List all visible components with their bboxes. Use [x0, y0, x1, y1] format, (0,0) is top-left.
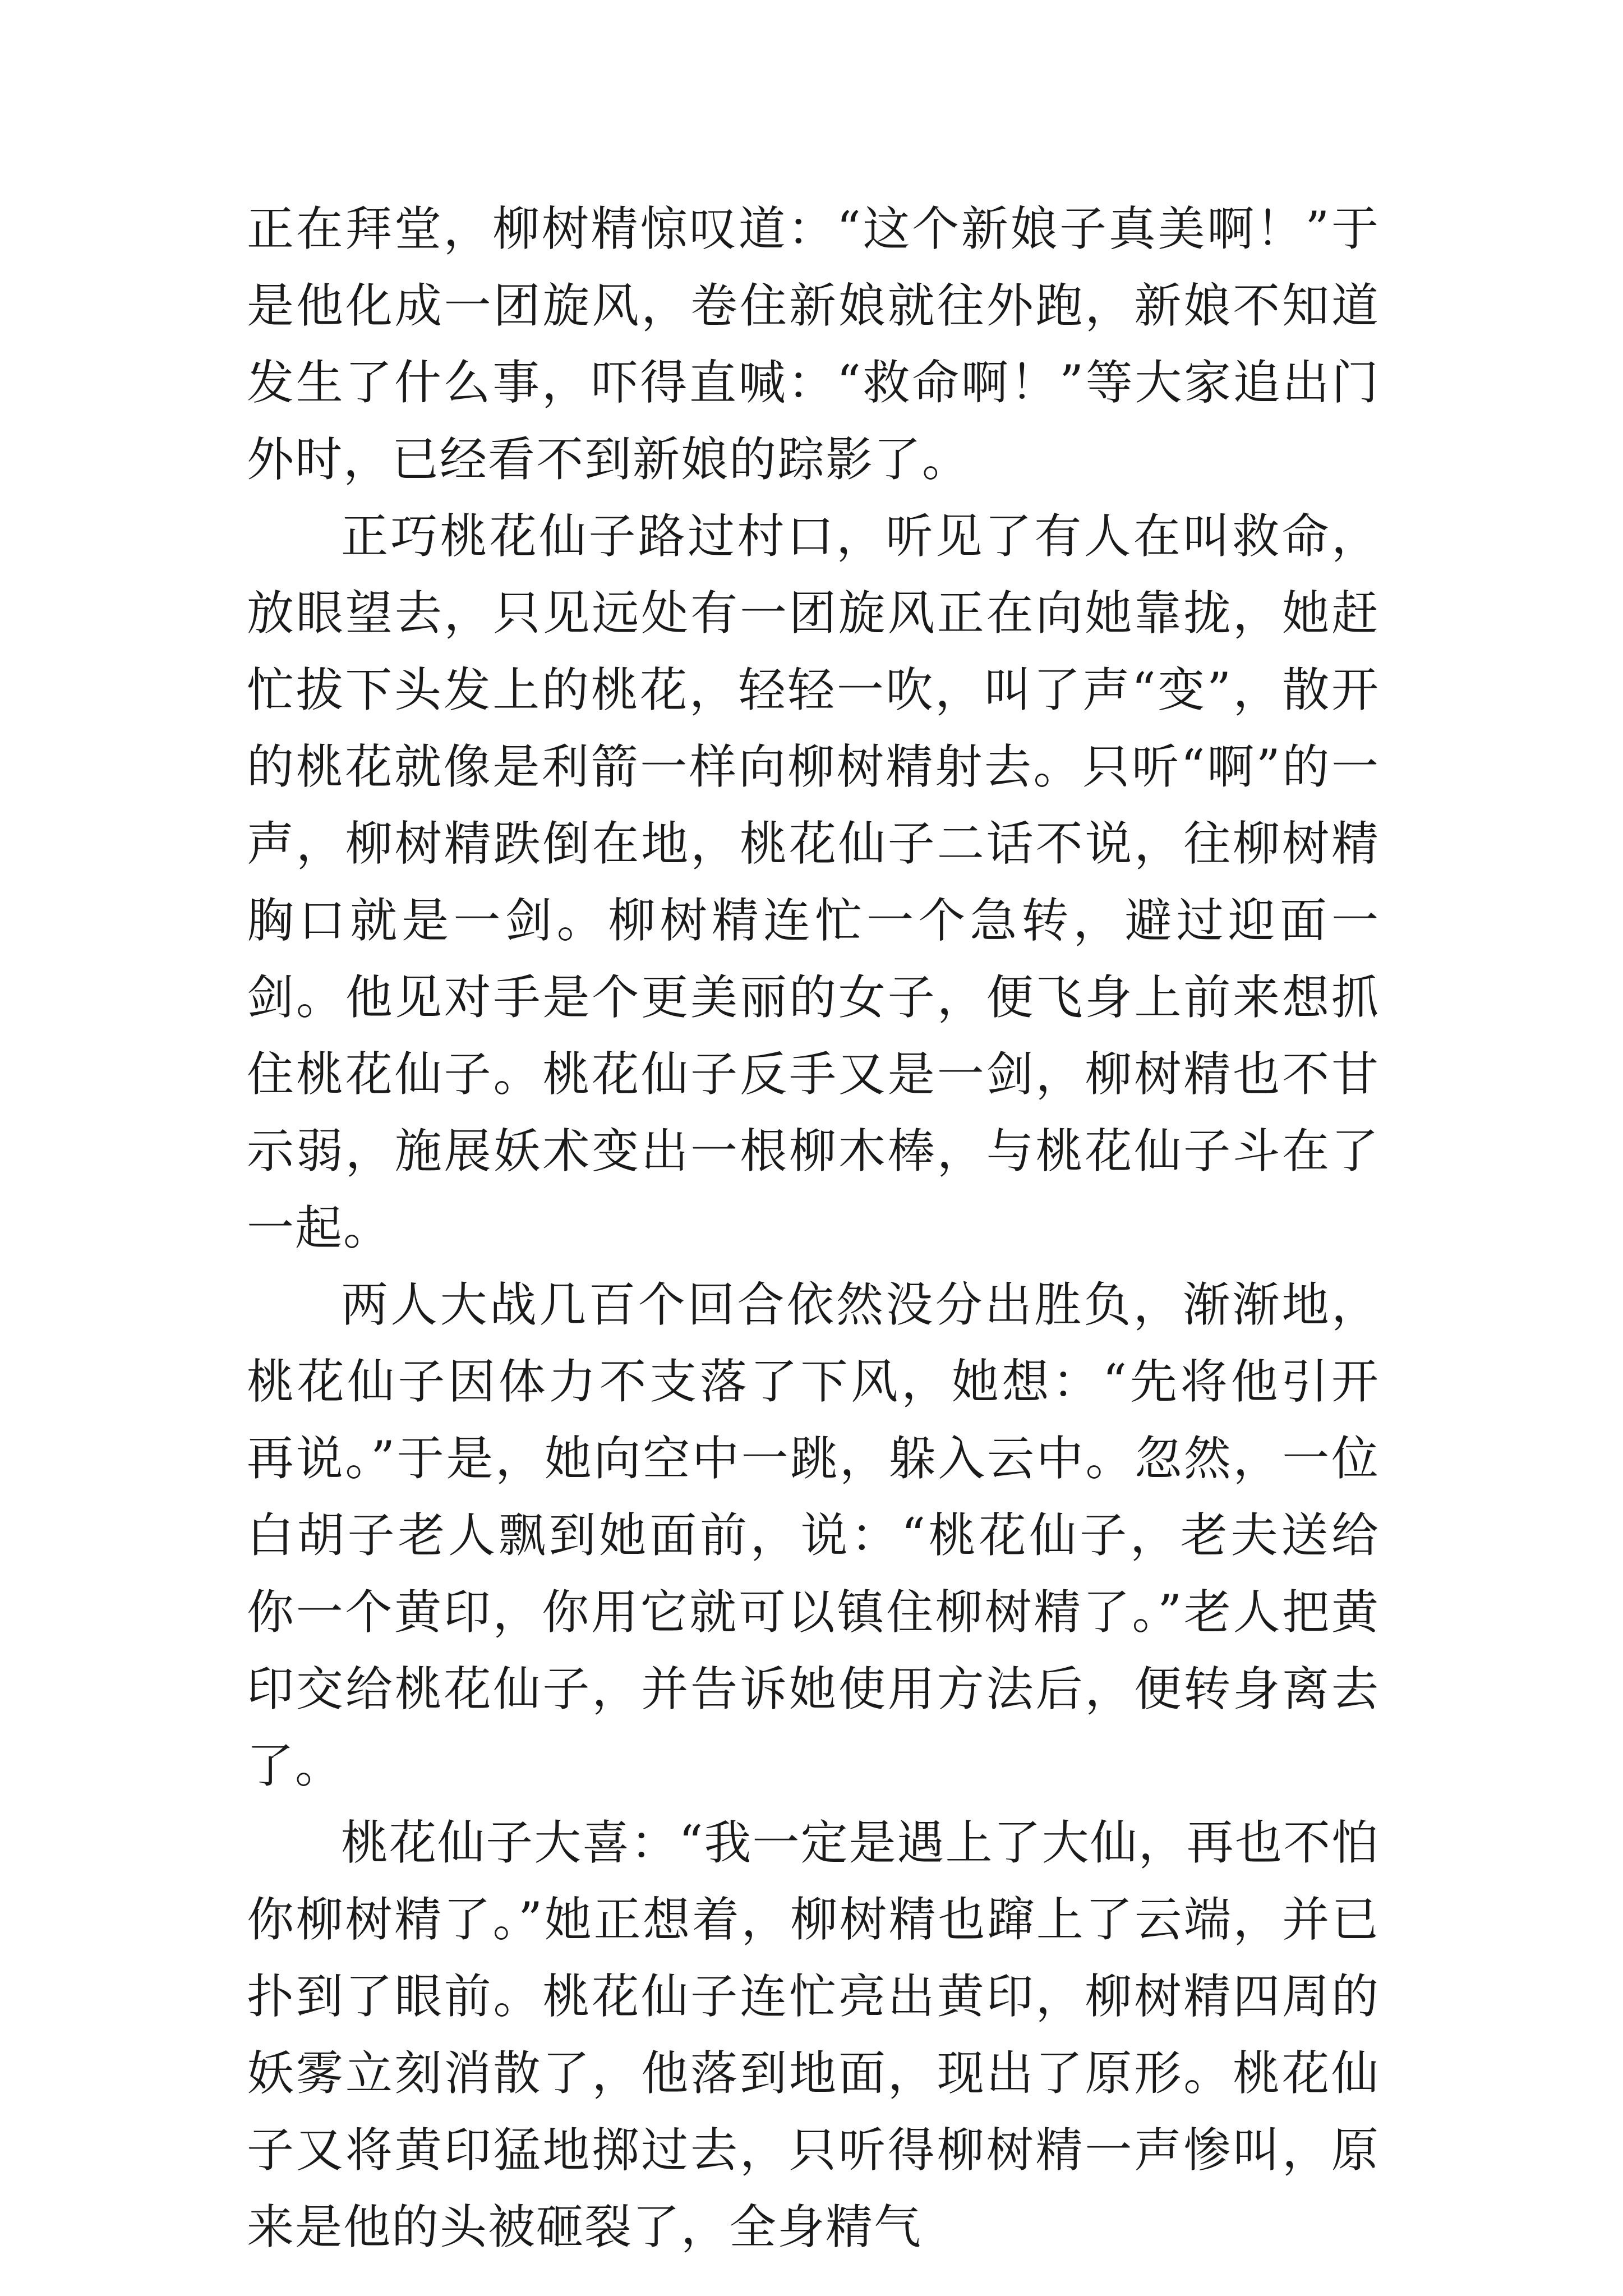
- paragraph-2: 正巧桃花仙子路过村口，听见了有人在叫救命，放眼望去，只见远处有一团旋风正在向她靠拢，她赶忙拔下头发上的桃花，轻轻一吹，叫了声“变”，散开的桃花就像是利箭一样向柳树精射去。只听“啊”的一声，柳树精跌倒在地，桃花仙子二话不说，往柳树精胸口就是一剑。柳树精连忙一个急转，避过迎面一剑。他见对手是个更美丽的女子，便飞身上前来想抓住桃花仙子。桃花仙子反手又是一剑，柳树精也不甘示弱，施展妖术变出一根柳木棒，与桃花仙子斗在了一起。: [247, 509, 1380, 1255]
- paragraph-3: 两人大战几百个回合依然没分出胜负，渐渐地，桃花仙子因体力不支落了下风，她想：“先将他引开再说。”于是，她向空中一跳，躲入云中。忽然，一位白胡子老人飘到她面前，说：“桃花仙子，老夫送给你一个黄印，你用它就可以镇住柳树精了。”老人把黄印交给桃花仙子，并告诉她使用方法后，便转身离去了。: [247, 1277, 1380, 1793]
- paragraph-4: 桃花仙子大喜：“我一定是遇上了大仙，再也不怕你柳树精了。”她正想着，柳树精也蹿上了云端，并已扑到了眼前。桃花仙子连忙亮出黄印，柳树精四周的妖雾立刻消散了，他落到地面，现出了原形。桃花仙子又将黄印猛地掷过去，只听得柳树精一声惨叫，原来是他的头被砸裂了，全身精气: [247, 1815, 1380, 2254]
- story-text: [247, 191, 1380, 2266]
- paragraph-1: 正在拜堂，柳树精惊叹道：“这个新娘子真美啊！”于是他化成一团旋风，卷住新娘就往外跑，新娘不知道发生了什么事，吓得直喊：“救命啊！”等大家追出门外时，已经看不到新娘的踪影了。: [247, 201, 1380, 487]
